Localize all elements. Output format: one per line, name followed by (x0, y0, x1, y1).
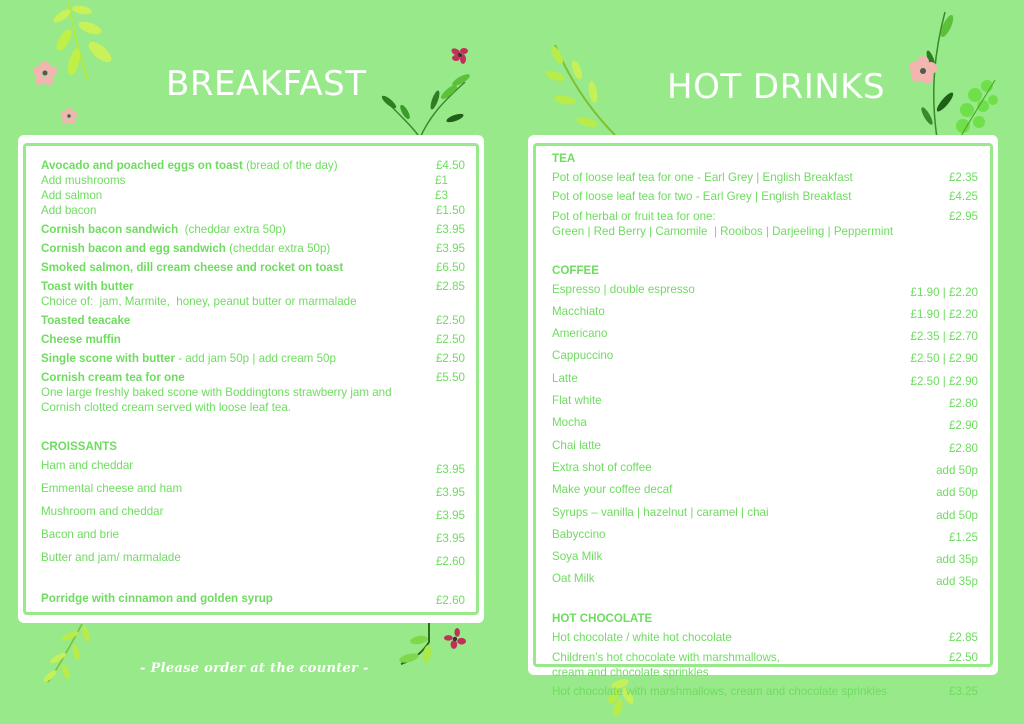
menu-item (552, 549, 978, 567)
item-price: £3.25 (948, 685, 978, 699)
item-name: Cappuccino (552, 349, 614, 363)
menu-item (552, 684, 978, 699)
breakfast-title: BREAKFAST (166, 64, 367, 104)
menu-item (552, 371, 978, 389)
item-price: £3 (435, 189, 448, 202)
menu-item (41, 481, 465, 500)
menu-item (41, 173, 465, 188)
item-name: Add bacon (41, 204, 97, 217)
item-name: Smoked salmon, dill cream cheese and rocket on toast (41, 261, 344, 274)
item-name: Cornish bacon sandwich (41, 223, 179, 236)
menu-item (41, 370, 465, 415)
item-price: add 50p (936, 486, 978, 500)
item-name: Toasted teacake (41, 314, 131, 327)
item-price: £2.35 | £2.70 (910, 330, 978, 344)
menu-item (552, 415, 978, 433)
menu-item (41, 527, 465, 546)
menu-item (552, 189, 978, 204)
menu-item (552, 438, 978, 456)
item-name: Flat white (552, 394, 602, 408)
breakfast-panel (18, 135, 484, 623)
menu-item (41, 332, 465, 347)
item-name: Extra shot of coffee (552, 460, 652, 474)
item-price: £3.95 (435, 532, 465, 545)
item-price: £4.50 (435, 159, 465, 172)
item-name: Mushroom and cheddar (41, 505, 164, 518)
item-note: (cheddar extra 50p) (225, 242, 331, 255)
menu-item (552, 304, 978, 322)
item-price: £3.95 (435, 463, 465, 476)
menu-item (41, 188, 465, 203)
item-detail: Green | Red Berry | Camomile | Rooibos | Darjeeling | Peppermint (552, 224, 894, 238)
item-price: £1.25 (948, 530, 978, 544)
menu-item (552, 348, 978, 366)
leaf-sprig-icon (393, 622, 443, 668)
section-heading-croissants: CROISSANTS (41, 440, 118, 453)
item-price: £2.50 (948, 650, 978, 664)
item-price: £3.95 (435, 242, 465, 255)
leaf-sprig-icon (905, 10, 1005, 140)
item-note: - add jam 50p | add cream 50p (175, 352, 336, 365)
menu-item (41, 222, 465, 237)
menu-item (552, 282, 978, 300)
item-name: Chai latte (552, 438, 601, 452)
menu-item (552, 460, 978, 478)
item-note: (bread of the day) (242, 159, 338, 172)
item-name: Soya Milk (552, 550, 603, 564)
item-price: £2.90 (948, 419, 978, 433)
item-name: Pot of loose leaf tea for one - Earl Grey | English Breakfast (552, 171, 853, 184)
menu-item (552, 571, 978, 589)
red-flower-icon (444, 628, 466, 650)
item-detail: Choice of: jam, Marmite, honey, peanut butter or marmalade (41, 295, 357, 308)
item-price: add 50p (936, 508, 978, 522)
menu-item (41, 591, 465, 608)
item-name: Espresso | double espresso (552, 282, 695, 296)
hot-drinks-panel (528, 135, 998, 699)
menu-item (41, 458, 465, 477)
pink-flower-icon (60, 107, 78, 125)
menu-item (552, 630, 978, 645)
item-price: £3.95 (435, 486, 465, 499)
item-price: £1 (435, 174, 448, 187)
item-price: £2.85 (435, 280, 465, 293)
hot-drinks-menu (552, 151, 978, 699)
red-flower-icon (450, 46, 470, 64)
item-price: £2.85 (948, 631, 978, 645)
item-price: £2.50 (435, 333, 465, 346)
item-price: £2.60 (435, 555, 465, 568)
item-name: Porridge with cinnamon and golden syrup (41, 592, 273, 605)
pink-flower-icon (32, 60, 58, 86)
item-price: £2.95 (948, 209, 978, 223)
menu-item (552, 505, 978, 523)
menu-item (41, 550, 465, 569)
item-price: £1.50 (435, 204, 465, 217)
menu-item (552, 170, 978, 185)
menu-item (41, 203, 465, 218)
item-name: Butter and jam/ marmalade (41, 551, 181, 564)
item-name: Mocha (552, 416, 587, 430)
item-name: Toast with butter (41, 280, 134, 293)
item-price: £3.95 (435, 223, 465, 236)
item-name: Macchiato (552, 304, 605, 318)
item-name: Hot chocolate / white hot chocolate (552, 631, 732, 645)
menu-item (41, 158, 465, 173)
menu-item (41, 279, 465, 309)
menu-item (41, 504, 465, 523)
item-name: Children’s hot chocolate with marshmallows, (552, 650, 780, 664)
item-price: £2.35 (948, 171, 978, 184)
leaf-sprig-icon (375, 70, 470, 138)
item-name: Emmental cheese and ham (41, 482, 183, 495)
item-name: Bacon and brie (41, 528, 119, 541)
section-heading-coffee: COFFEE (552, 263, 600, 277)
item-price: add 50p (936, 463, 978, 477)
item-price: £1.90 | £2.20 (910, 285, 978, 299)
item-name: Add salmon (41, 189, 103, 202)
item-name: Add mushrooms (41, 174, 126, 187)
item-name: Babyccino (552, 527, 606, 541)
section-heading-tea: TEA (552, 152, 576, 165)
item-name: Latte (552, 371, 578, 385)
menu-item (552, 326, 978, 344)
section-heading-hot-chocolate: HOT CHOCOLATE (552, 612, 653, 626)
item-price: £2.50 | £2.90 (910, 352, 978, 366)
item-name: Avocado and poached eggs on toast (41, 159, 243, 172)
item-name: Single scone with butter (41, 352, 175, 365)
menu-item (552, 527, 978, 545)
item-price: £2.50 (435, 352, 465, 365)
menu-item (552, 650, 978, 680)
item-name: Make your coffee decaf (552, 483, 673, 497)
breakfast-menu (41, 158, 465, 608)
item-name: Cheese muffin (41, 333, 121, 346)
leaf-sprig-icon (48, 0, 118, 82)
item-price: £3.95 (435, 509, 465, 522)
item-name: Cornish bacon and egg sandwich (41, 242, 226, 255)
hot-drinks-title: HOT DRINKS (667, 67, 886, 107)
item-name: Oat Milk (552, 572, 595, 586)
order-note: - Please order at the counter - (140, 661, 369, 676)
item-price: £2.50 | £2.90 (910, 374, 978, 388)
item-name: Pot of loose leaf tea for two - Earl Grey | English Breakfast (552, 190, 852, 204)
item-price: £2.80 (948, 397, 978, 411)
menu-item (41, 260, 465, 275)
item-price: £2.50 (435, 314, 465, 327)
item-price: £4.25 (948, 190, 978, 204)
item-price: add 35p (936, 575, 978, 589)
item-price: £6.50 (435, 261, 465, 274)
item-name: Americano (552, 327, 608, 341)
menu-item (552, 393, 978, 411)
menu-item (552, 482, 978, 500)
item-detail: cream and chocolate sprinkles (552, 665, 709, 679)
item-price: add 35p (936, 553, 978, 567)
item-price: £2.60 (435, 594, 465, 607)
item-name: Syrups – vanilla | hazelnut | caramel | chai (552, 505, 769, 519)
menu-item (41, 241, 465, 256)
item-name: Pot of herbal or fruit tea for one: (552, 209, 716, 223)
menu-item (552, 209, 978, 239)
item-price: £5.50 (435, 371, 465, 384)
menu-item (41, 351, 465, 366)
leaf-sprig-icon (545, 40, 625, 135)
item-price: £2.80 (948, 441, 978, 455)
menu-item (41, 313, 465, 328)
item-name: Cornish cream tea for one (41, 371, 185, 384)
item-note: (cheddar extra 50p) (178, 223, 286, 236)
leaf-sprig-icon (40, 622, 90, 684)
item-name: Hot chocolate with marshmallows, cream and chocolate sprinkles (552, 685, 888, 699)
item-detail: One large freshly baked scone with Boddingtons strawberry jam and Cornish clotted cream served with loose leaf tea. (41, 386, 392, 414)
item-price: £1.90 | £2.20 (910, 307, 978, 321)
item-name: Ham and cheddar (41, 459, 134, 472)
